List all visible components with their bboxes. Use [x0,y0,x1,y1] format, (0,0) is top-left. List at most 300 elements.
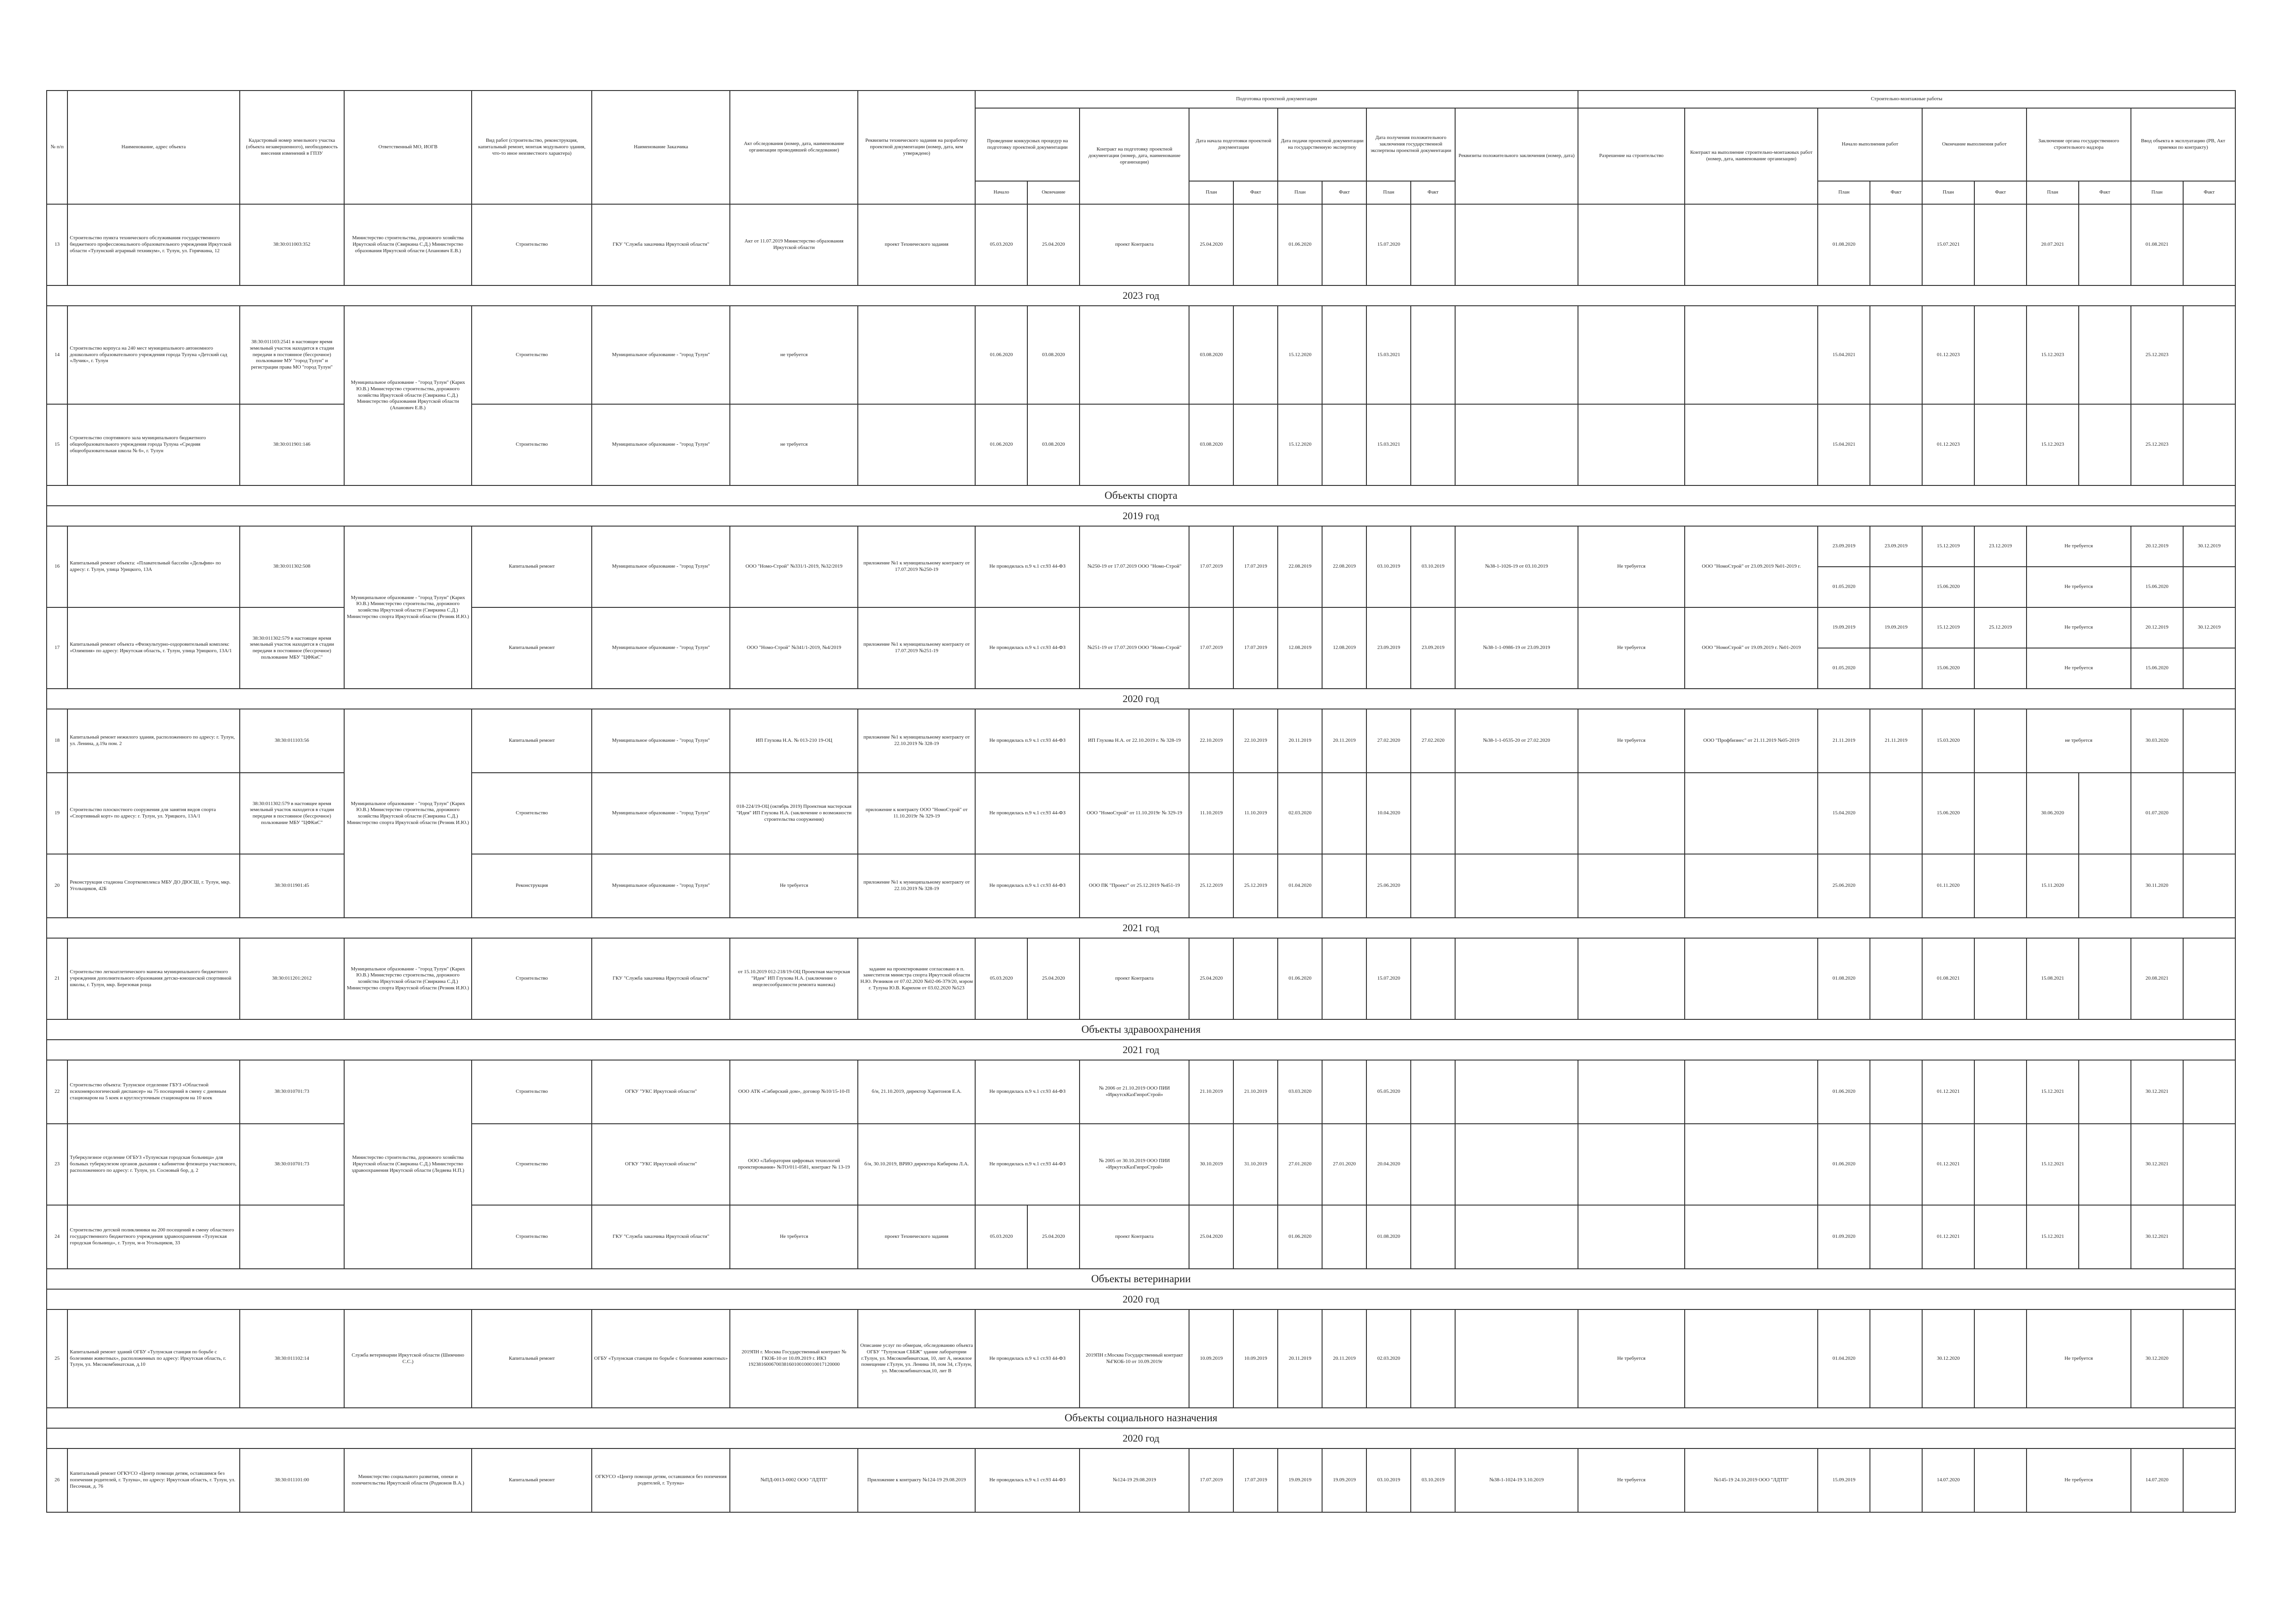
survey-act: не требуется [730,306,858,404]
commission-plan: 01.07.2020 [2131,773,2183,854]
conclusion-req [1455,938,1578,1019]
end-works-plan: 01.12.2021 [1922,1060,1974,1124]
permit: Не требуется [1578,709,1685,773]
cadastral-number: 38:30:011901:146 [240,404,344,485]
survey-act: не требуется [730,404,858,485]
supervision: Не требуется [2027,607,2131,648]
supervision-fact [2079,306,2131,404]
responsible: Муниципальное образование - "город Тулун" (Карих Ю.В.) Министерство строительства, дорожного хозяйства Иркутской области (Свиркина С.Д.) Министерство спорта Иркутской области (Резник И.Ю.) [344,526,472,689]
start-works-plan: 23.09.2019 [1818,526,1870,567]
permit: Не требуется [1578,526,1685,607]
contract-pd: ООО ПК "Проект" от 25.12.2019 №451-19 [1080,854,1189,918]
customer: Муниципальное образование - "город Тулун" [592,854,730,918]
row-num: 23 [47,1124,67,1205]
submit-exp-plan: 01.06.2020 [1278,1205,1322,1269]
row-num: 18 [47,709,67,773]
commission-plan: 30.12.2021 [2131,1205,2183,1269]
conclusion-fact [1411,1124,1455,1205]
conclusion-plan: 03.10.2019 [1366,526,1411,607]
start-pd-plan: 30.10.2019 [1189,1124,1233,1205]
conclusion-plan: 15.07.2020 [1366,204,1411,285]
survey-act: 2019ПН г. Москва Государственный контракт № ГКОБ-10 от 10.09.2019 г. ИКЗ 192381600670038160100100010017120000 [730,1309,858,1408]
start-pd-plan: 22.10.2019 [1189,709,1233,773]
survey-act: Акт от 11.07.2019 Министерство образования Иркутской области [730,204,858,285]
commission-fact [2183,1309,2235,1408]
survey-act: 018-224/19-ОЦ (октябрь 2019) Проектная мастерская "Идея" ИП Глухова Н.А. (заключение о возможности строительства сооружения) [730,773,858,854]
work-type: Строительство [472,1205,592,1269]
commission-plan: 30.12.2020 [2131,1309,2183,1408]
survey-act: ООО "Номо-Строй" №341/1-2019, №4/2019 [730,607,858,689]
submit-exp-fact [1322,1205,1366,1269]
work-type: Реконструкция [472,854,592,918]
conclusion-plan: 23.09.2019 [1366,607,1411,689]
tech-task [858,404,975,485]
section-row [47,689,2235,709]
permit [1578,1205,1685,1269]
section-title: 2020 год [47,1289,2235,1309]
col-tech-task: Реквизиты технического задания на разработку проектной документации (номер, дата, кем утверждено) [858,91,975,204]
end-works-plan: 01.11.2020 [1922,854,1974,918]
responsible: Муниципальное образование - "город Тулун" (Карих Ю.В.) Министерство строительства, дорожного хозяйства Иркутской области (Свиркина С.Д.) Министерство образования Иркутской области (Апанович Е.В.) [344,306,472,485]
col-commission: Ввод объекта в эксплуатацию (РВ, Акт приемки по контракту) [2131,108,2235,181]
submit-exp-plan: 20.11.2019 [1278,1309,1322,1408]
submit-exp-plan: 19.09.2019 [1278,1448,1322,1512]
contract-smr [1685,1060,1818,1124]
start-pd-fact [1233,1205,1278,1269]
end-works-fact: 23.12.2019 [1974,526,2027,567]
permit [1578,1124,1685,1205]
start-works-plan: 01.06.2020 [1818,1124,1870,1205]
submit-exp-fact: 12.08.2019 [1322,607,1366,689]
submit-exp-plan: 22.08.2019 [1278,526,1322,607]
contract-pd: №124-19 29.08.2019 [1080,1448,1189,1512]
permit [1578,306,1685,404]
contract-smr [1685,204,1818,285]
submit-exp-plan: 01.04.2020 [1278,854,1322,918]
row-num: 17 [47,607,67,689]
start-pd-plan: 25.04.2020 [1189,1205,1233,1269]
customer: ОГКУ "УКС Иркутской области" [592,1124,730,1205]
start-pd-plan: 21.10.2019 [1189,1060,1233,1124]
conclusion-req [1455,306,1578,404]
category-title: Объекты здравоохранения [47,1019,2235,1040]
sub-plan: План [2131,181,2183,204]
end-works-plan: 15.12.2019 [1922,526,1974,567]
responsible: Министерство строительства, дорожного хозяйства Иркутской области (Свиркина С.Д.) Министерство здравоохранения Иркутской области (Ледяева Н.П.) [344,1060,472,1269]
customer: ОГКУ "УКС Иркутской области" [592,1060,730,1124]
col-permit: Разрешение на строительство [1578,108,1685,204]
commission-fact [2183,1205,2235,1269]
start-works-plan: 01.06.2020 [1818,1060,1870,1124]
conclusion-req [1455,204,1578,285]
col-contract-smr: Контракт на выполнение строительно-монтажных работ (номер, дата, наименование организации) [1685,108,1818,204]
end-works-fact [1974,1309,2027,1408]
cadastral-number: 38:30:011901:45 [240,854,344,918]
section-row [47,1269,2235,1289]
start-works-plan: 01.05.2020 [1818,567,1870,607]
contract-pd [1080,306,1189,404]
col-end-works: Окончание выполнения работ [1922,108,2027,181]
row-num: 21 [47,938,67,1019]
end-works-fact [1974,854,2027,918]
commission-fact [2183,1448,2235,1512]
table-body [47,204,2235,1512]
commission-fact [2183,306,2235,404]
start-pd-fact: 21.10.2019 [1233,1060,1278,1124]
cadastral-number: 38:30:011103:56 [240,709,344,773]
contract-pd [1080,404,1189,485]
sub-fact: Факт [1233,181,1278,204]
object-name: Строительство плоскостного сооружения для занятия видов спорта «Спортивный корт» по адресу: г. Тулун, ул. Урицкого, 13А/1 [67,773,240,854]
start-works-plan: 01.04.2020 [1818,1309,1870,1408]
section-title: 2021 год [47,1040,2235,1060]
row-num: 22 [47,1060,67,1124]
conclusion-fact: 03.10.2019 [1411,526,1455,607]
col-conclusion-date: Дата получения положительного заключения государственной экспертизы проектной документации [1366,108,1455,181]
submit-exp-plan: 03.03.2020 [1278,1060,1322,1124]
start-works-fact [1870,1060,1922,1124]
conclusion-fact [1411,1060,1455,1124]
start-works-plan: 25.06.2020 [1818,854,1870,918]
competitive-start: 05.03.2020 [975,938,1027,1019]
tech-task: приложение к контракту ООО "НомоСтрой" от 11.10.2019г № 329-19 [858,773,975,854]
customer: ОГКУСО «Центр помощи детям, оставшимся без попечения родителей, г. Тулуна» [592,1448,730,1512]
conclusion-fact [1411,306,1455,404]
contract-smr [1685,854,1818,918]
supervision: не требуется [2027,709,2131,773]
start-pd-fact: 22.10.2019 [1233,709,1278,773]
end-works-plan: 01.08.2021 [1922,938,1974,1019]
sub-plan: План [1818,181,1870,204]
competitive-end: 03.08.2020 [1027,306,1080,404]
cadastral-number: 38:30:011201:2012 [240,938,344,1019]
tech-task: проект Технического задания [858,1205,975,1269]
contract-pd: проект Контракта [1080,204,1189,285]
supervision-fact [2079,1060,2131,1124]
row-num: 25 [47,1309,67,1408]
table-row [47,1448,2235,1512]
supervision-fact [2079,404,2131,485]
conclusion-req [1455,1205,1578,1269]
end-works-plan: 01.12.2023 [1922,404,1974,485]
col-cadastral: Кадастровый номер земельного участка (объекта незавершенного), необходимость внесения изменений в ГПЗУ [240,91,344,204]
col-competitive: Проведение конкурсных процедур на подготовку проектной документации [975,108,1080,181]
supervision: Не требуется [2027,567,2131,607]
conclusion-req: №38-1-1-0986-19 от 23.09.2019 [1455,607,1578,689]
start-works-fact [1870,567,1922,607]
supervision: Не требуется [2027,526,2131,567]
competitive: Не проводилась п.9 ч.1 ст.93 44-ФЗ [975,526,1080,607]
contract-pd: ИП Глухова Н.А. от 22.10.2019 г. № 328-19 [1080,709,1189,773]
start-works-plan: 19.09.2019 [1818,607,1870,648]
sub-plan: План [1189,181,1233,204]
section-row [47,506,2235,526]
conclusion-req [1455,854,1578,918]
end-works-plan: 15.12.2019 [1922,607,1974,648]
supervision: Не требуется [2027,1448,2131,1512]
start-works-fact [1870,1124,1922,1205]
object-name: Капитальный ремонт ОГКУСО «Центр помощи детям, оставшимся без попечения родителей, г. Тулуна», по адресу: Иркутская область, г. Тулун, ул. Песочная, д. 76 [67,1448,240,1512]
start-pd-fact: 11.10.2019 [1233,773,1278,854]
submit-exp-plan: 20.11.2019 [1278,709,1322,773]
submit-exp-plan: 27.01.2020 [1278,1124,1322,1205]
row-num: 24 [47,1205,67,1269]
conclusion-req: №38-1-1026-19 от 03.10.2019 [1455,526,1578,607]
table-header [47,91,2235,204]
supervision-plan: 15.11.2020 [2027,854,2079,918]
customer: Муниципальное образование - "город Тулун" [592,709,730,773]
end-works-plan: 01.12.2023 [1922,306,1974,404]
conclusion-req: №38-1-1024-19 3.10.2019 [1455,1448,1578,1512]
commission-plan: 15.06.2020 [2131,567,2183,607]
commission-fact [2183,648,2235,689]
submit-exp-fact [1322,938,1366,1019]
contract-smr: ООО "НомоСтрой" от 19.09.2019 г. №01-2019 [1685,607,1818,689]
conclusion-fact [1411,1205,1455,1269]
survey-act: ООО "Номо-Строй" №331/1-2019, №32/2019 [730,526,858,607]
survey-act: Не требуется [730,1205,858,1269]
start-works-plan: 21.11.2019 [1818,709,1870,773]
submit-exp-plan: 01.06.2020 [1278,204,1322,285]
start-works-plan: 15.04.2021 [1818,306,1870,404]
sub-fact: Факт [2079,181,2131,204]
end-works-fact [1974,773,2027,854]
start-pd-plan: 17.07.2019 [1189,607,1233,689]
start-works-fact [1870,204,1922,285]
table-row [47,306,2235,404]
object-name: Капитальный ремонт объекта «Физкультурно-оздоровительный комплекс «Олимпия» по адресу: Иркутская область, г. Тулун, улица Урицкого, 13А/1 [67,607,240,689]
commission-plan: 14.07.2020 [2131,1448,2183,1512]
customer: Муниципальное образование - "город Тулун" [592,306,730,404]
responsible: Служба ветеринарии Иркутской области (Шимчино С.С.) [344,1309,472,1408]
conclusion-plan: 27.02.2020 [1366,709,1411,773]
start-works-fact [1870,1205,1922,1269]
cadastral-number: 38:30:011102:14 [240,1309,344,1408]
section-title: 2021 год [47,918,2235,938]
work-type: Капитальный ремонт [472,526,592,607]
section-row [47,1019,2235,1040]
contract-smr: ООО "Профбизнес" от 21.11.2019 №05-2019 [1685,709,1818,773]
conclusion-plan: 01.08.2020 [1366,1205,1411,1269]
competitive: Не проводилась п.9 ч.1 ст.93 44-ФЗ [975,607,1080,689]
contract-smr [1685,1124,1818,1205]
schedule-table [46,90,2236,1513]
end-works-fact [1974,1205,2027,1269]
contract-smr: ООО "НомоСтрой" от 23.09.2019 №01-2019 г. [1685,526,1818,607]
start-works-fact [1870,854,1922,918]
conclusion-req [1455,773,1578,854]
row-num: 19 [47,773,67,854]
submit-exp-fact [1322,204,1366,285]
category-title: Объекты социального назначения [47,1408,2235,1428]
col-num: № п/п [47,91,67,204]
start-pd-fact: 17.07.2019 [1233,1448,1278,1512]
permit: Не требуется [1578,1448,1685,1512]
start-pd-fact [1233,404,1278,485]
commission-fact [2183,1124,2235,1205]
sub-fact: Факт [1322,181,1366,204]
conclusion-req [1455,1124,1578,1205]
start-works-plan: 01.05.2020 [1818,648,1870,689]
section-row [47,918,2235,938]
group-construction: Строительно-монтажные работы [1578,91,2235,108]
conclusion-req: №38-1-1-0535-20 от 27.02.2020 [1455,709,1578,773]
survey-act: Не требуется [730,854,858,918]
supervision-plan: 30.06.2020 [2027,773,2079,854]
commission-plan: 30.11.2020 [2131,854,2183,918]
tech-task: Описание услуг по обмерам, обследованию объекта ОГБУ "Тулунская СББЖ" здание лаборатории г.Тулун, ул. Мясокомбинатская, 10, лит А, нежилое помещение г.Тулун, ул. Ленина 18, пом 34, г.Тулун, ул. Мясокомбинатская,10, лит В [858,1309,975,1408]
permit: Не требуется [1578,1309,1685,1408]
submit-exp-plan: 15.12.2020 [1278,306,1322,404]
col-start-works: Начало выполнения работ [1818,108,1922,181]
section-title: 2019 год [47,506,2235,526]
customer: ГКУ "Служба заказчика Иркутской области" [592,938,730,1019]
competitive-start: 05.03.2020 [975,204,1027,285]
commission-fact [2183,567,2235,607]
submit-exp-fact [1322,404,1366,485]
cadastral-number: 38:30:011003:352 [240,204,344,285]
contract-pd: проект Контракта [1080,1205,1189,1269]
commission-fact [2183,204,2235,285]
competitive: Не проводилась п.9 ч.1 ст.93 44-ФЗ [975,1448,1080,1512]
conclusion-plan: 02.03.2020 [1366,1309,1411,1408]
commission-plan: 01.08.2021 [2131,204,2183,285]
sub-fact: Факт [1870,181,1922,204]
start-works-fact [1870,404,1922,485]
end-works-plan: 14.07.2020 [1922,1448,1974,1512]
end-works-fact [1974,567,2027,607]
sub-fact: Факт [1974,181,2027,204]
start-pd-fact: 10.09.2019 [1233,1309,1278,1408]
submit-exp-fact: 22.08.2019 [1322,526,1366,607]
supervision-plan: 15.08.2021 [2027,938,2079,1019]
start-works-fact [1870,306,1922,404]
sub-plan: План [2027,181,2079,204]
competitive-end: 25.04.2020 [1027,938,1080,1019]
permit [1578,854,1685,918]
start-works-plan: 15.09.2019 [1818,1448,1870,1512]
start-works-plan: 01.08.2020 [1818,204,1870,285]
responsible: Министерство социального развития, опеки и попечительства Иркутской области (Родионов В.А.) [344,1448,472,1512]
supervision-fact [2079,773,2131,854]
commission-plan: 15.06.2020 [2131,648,2183,689]
object-name: Туберкулезное отделение ОГБУЗ «Тулунская городская больница» для больных туберкулезом органов дыхания с кабинетом фтизиатра участкового, расположенного по адресу: г. Тулун, ул. Сосновый бор, д. 2 [67,1124,240,1205]
contract-smr [1685,938,1818,1019]
start-works-plan: 15.04.2020 [1818,773,1870,854]
conclusion-fact [1411,773,1455,854]
start-pd-plan: 17.07.2019 [1189,1448,1233,1512]
end-works-fact [1974,938,2027,1019]
cadastral-number: 38:30:011302:579 в настоящее время земельный участок находится в стадии передачи в постоянное (бессрочное) пользование МБУ "ЦФКиС" [240,607,344,689]
start-pd-plan: 17.07.2019 [1189,526,1233,607]
row-num: 26 [47,1448,67,1512]
commission-fact [2183,938,2235,1019]
col-responsible: Ответственный МО, ИОГВ [344,91,472,204]
competitive: Не проводилась п.9 ч.1 ст.93 44-ФЗ [975,854,1080,918]
section-row [47,1428,2235,1448]
start-pd-fact: 31.10.2019 [1233,1124,1278,1205]
customer: Муниципальное образование - "город Тулун" [592,526,730,607]
table-row [47,938,2235,1019]
work-type: Строительство [472,204,592,285]
commission-fact [2183,773,2235,854]
start-pd-fact [1233,938,1278,1019]
submit-exp-fact [1322,854,1366,918]
end-works-plan: 01.12.2021 [1922,1205,1974,1269]
row-num: 13 [47,204,67,285]
work-type: Строительство [472,1124,592,1205]
permit [1578,938,1685,1019]
table-row [47,204,2235,285]
competitive-start: 05.03.2020 [975,1205,1027,1269]
contract-pd: №251-19 от 17.07.2019 ООО "Номо-Строй" [1080,607,1189,689]
end-works-fact [1974,306,2027,404]
cadastral-number: 38:30:011101:00 [240,1448,344,1512]
conclusion-fact [1411,938,1455,1019]
cadastral-number: 38:30:011302:508 [240,526,344,607]
commission-fact [2183,404,2235,485]
start-pd-plan: 25.12.2019 [1189,854,1233,918]
contract-pd: №250-19 от 17.07.2019 ООО "Номо-Строй" [1080,526,1189,607]
contract-pd: № 2006 от 21.10.2019 ООО ПИИ «ИркутскКазГипроСтрой» [1080,1060,1189,1124]
commission-fact [2183,709,2235,773]
start-pd-fact: 25.12.2019 [1233,854,1278,918]
table-row [47,1309,2235,1408]
supervision: Не требуется [2027,648,2131,689]
commission-plan: 20.12.2019 [2131,607,2183,648]
submit-exp-fact [1322,306,1366,404]
end-works-fact [1974,1448,2027,1512]
sub-fact: Факт [1411,181,1455,204]
permit [1578,404,1685,485]
section-title: 2023 год [47,285,2235,306]
col-contract-pd: Контракт на подготовку проектной документации (номер, дата, наименование организации) [1080,108,1189,204]
col-work-type: Вид работ (строительство, реконструкция, капитальный ремонт, монтаж модульного здания, что-то иное неизвестного характера) [472,91,592,204]
work-type: Капитальный ремонт [472,709,592,773]
sub-plan: План [1366,181,1411,204]
start-works-fact: 19.09.2019 [1870,607,1922,648]
conclusion-fact [1411,204,1455,285]
contract-smr [1685,1205,1818,1269]
customer: Муниципальное образование - "город Тулун" [592,607,730,689]
start-pd-plan: 25.04.2020 [1189,938,1233,1019]
supervision-fact [2079,1124,2131,1205]
conclusion-plan: 10.04.2020 [1366,773,1411,854]
contract-smr [1685,1309,1818,1408]
row-num: 20 [47,854,67,918]
conclusion-fact [1411,854,1455,918]
supervision-plan: 15.12.2021 [2027,1205,2079,1269]
row-num: 14 [47,306,67,404]
conclusion-fact: 27.02.2020 [1411,709,1455,773]
conclusion-fact: 03.10.2019 [1411,1448,1455,1512]
submit-exp-fact: 20.11.2019 [1322,1309,1366,1408]
contract-smr [1685,404,1818,485]
survey-act: ИП Глухова Н.А. № 013-210 19-ОЦ [730,709,858,773]
start-pd-fact: 17.07.2019 [1233,526,1278,607]
sub-plan: План [1922,181,1974,204]
end-works-plan: 01.12.2021 [1922,1124,1974,1205]
conclusion-plan: 15.03.2021 [1366,306,1411,404]
conclusion-fact: 23.09.2019 [1411,607,1455,689]
submit-exp-fact [1322,1060,1366,1124]
col-name: Наименование, адрес объекта [67,91,240,204]
conclusion-plan: 03.10.2019 [1366,1448,1411,1512]
permit [1578,204,1685,285]
object-name: Строительство объекта: Тулунское отделение ГБУЗ «Областной психоневрологический диспансер» на 75 посещений в смену с дневным стационаром на 5 коек и круглосуточным стационаром на 10 коек [67,1060,240,1124]
end-works-plan: 15.06.2020 [1922,773,1974,854]
competitive: Не проводилась п.9 ч.1 ст.93 44-ФЗ [975,1309,1080,1408]
